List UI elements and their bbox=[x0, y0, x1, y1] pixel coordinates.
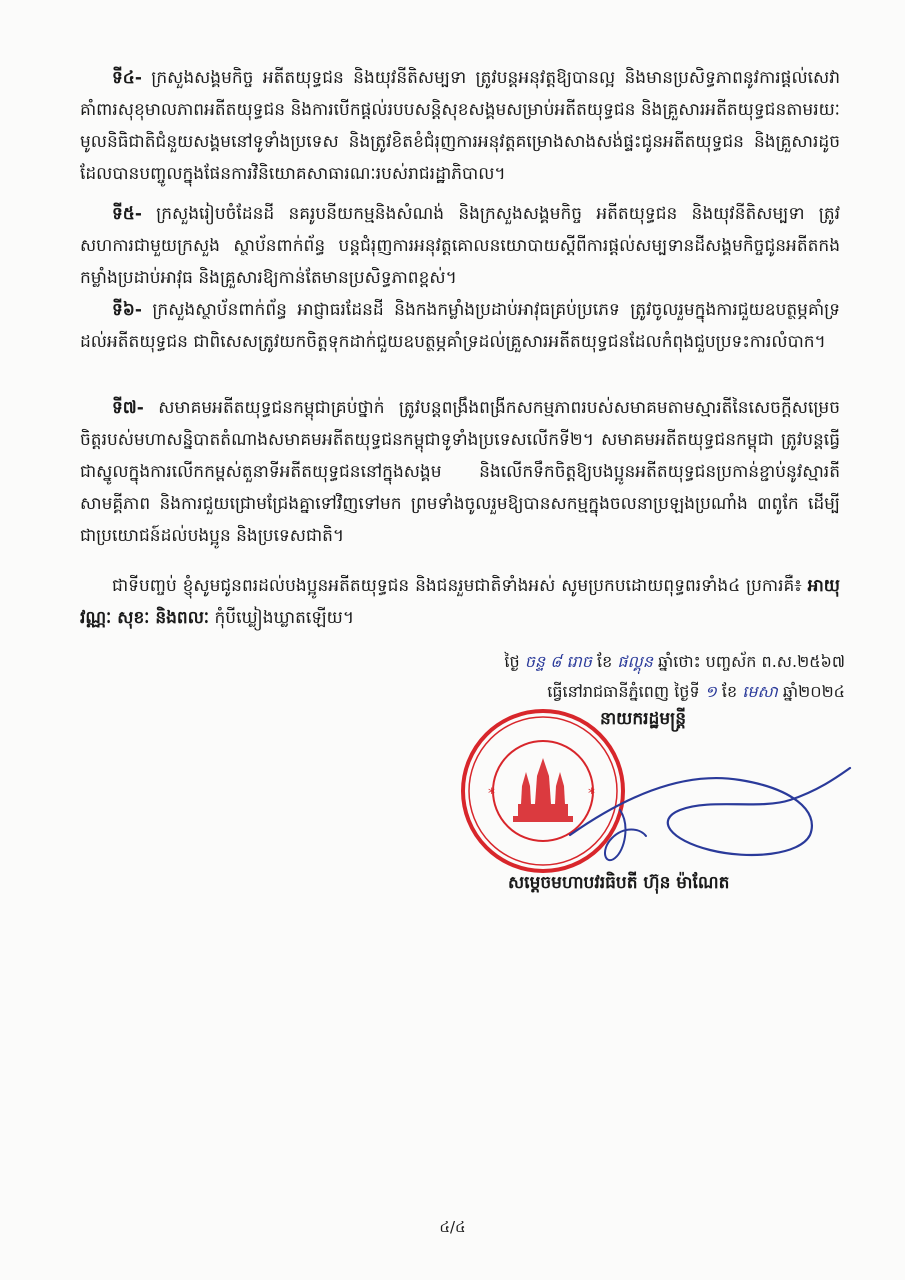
page-number: ៤/៤ bbox=[439, 1218, 466, 1236]
article-text: សមាគមអតីតយុទ្ធជនកម្ពុជាគ្រប់ថ្នាក់ ត្រូវបន្តពង្រឹងពង្រីកសកម្មភាពរបស់សមាគមតាមស្មារតីនៃសេចក្តីសម្រេចចិត្តរបស់មហាសន្និបាតតំណាងសមាគមអតីតយុទ្ធជនកម្ពុជាទូទាំងប្រទេសលើកទី២។ សមាគមអតីតយុទ្ធជនកម្ពុជា ត្រូវបន្តធ្វើជាស្នូលក្នុងការលើកកម្ពស់តួនាទីអតីតយុទ្ធជននៅក្នុងសង្គម និងលើកទឹកចិត្តឱ្យបងប្អូនអតីតយុទ្ធជនប្រកាន់ខ្ជាប់នូវស្មារតីសាមគ្គីភាព និងការជួយជ្រោមជ្រែងគ្នាទៅវិញទៅមក ព្រមទាំងចូលរួមឱ្យបានសកម្មក្នុងចលនាប្រឡងប្រណាំង ៣ពូកែ ដើម្បីជាប្រយោជន៍ដល់បងប្អូន និងប្រទេសជាតិ។ bbox=[80, 398, 840, 546]
lunar-day: ចន្ទ bbox=[524, 652, 546, 671]
paragraph-article-4 bbox=[80, 62, 840, 190]
svg-text:*: * bbox=[488, 786, 495, 802]
lunar-date-line bbox=[504, 648, 845, 676]
article-number: ទី៧- bbox=[112, 398, 144, 418]
lunar-month: ផល្គុន bbox=[617, 652, 653, 671]
article-text: ក្រសួងសង្គមកិច្ច អតីតយុទ្ធជន និងយុវនីតិសម្បទា ត្រូវបន្តអនុវត្តឱ្យបានល្អ និងមានប្រសិទ្ធភាពនូវការផ្តល់សេវាគាំពារសុខុមាលភាពអតីតយុទ្ធជន និងការបើកផ្តល់របបសន្តិសុខសង្គមសម្រាប់អតីតយុទ្ធជន និងគ្រួសារអតីតយុទ្ធជនតាមរយៈមូលនិធិជាតិជំនួយសង្គមនៅទូទាំងប្រទេស និងត្រូវខិតខំជំរុញការអនុវត្តគម្រោងសាងសង់ផ្ទះជូនអតីតយុទ្ធជន និងគ្រួសារដូចដែលបានបញ្ចូលក្នុងផែនការវិនិយោគសាធារណៈរបស់រាជរដ្ឋាភិបាល។ bbox=[80, 68, 841, 184]
signature-name: សម្តេចមហាបវរធិបតី ហ៊ុន ម៉ាណែត bbox=[508, 873, 730, 893]
article-number: ទី៦- bbox=[112, 300, 142, 320]
place-text: ធ្វើនៅរាជធានីភ្នំពេញ ថ្ងៃទី bbox=[547, 682, 700, 701]
closing-text-end: កុំបីឃ្លៀងឃ្លាតឡើយ។ bbox=[209, 608, 355, 628]
handwritten-signature-icon bbox=[560, 740, 860, 870]
lunar-prefix: ថ្ងៃ bbox=[504, 652, 520, 671]
month-label: ខែ bbox=[721, 682, 738, 701]
article-number: ទី៤- bbox=[112, 68, 142, 88]
svg-text:*: * bbox=[588, 786, 595, 802]
lunar-num: ៨ រោច bbox=[550, 652, 592, 671]
lunar-year: ឆ្នាំថោះ បញ្ចស័ក ព.ស.២៥៦៧ bbox=[658, 652, 845, 671]
closing-text: ជាទីបញ្ចប់ ខ្ញុំសូមជូនពរដល់បងប្អូនអតីតយុទ្ធជន និងជនរួមជាតិទាំងអស់ សូមប្រកបដោយពុទ្ធពរទាំង៤ ប្រការគឺ៖ bbox=[112, 576, 808, 596]
paragraph-article-6 bbox=[80, 294, 840, 358]
paragraph-article-7 bbox=[80, 392, 840, 552]
article-number: ទី៥- bbox=[112, 204, 142, 224]
paragraph-article-5 bbox=[80, 198, 840, 294]
article-text: ក្រសួងរៀបចំដែនដី នគរូបនីយកម្មនិងសំណង់ និងក្រសួងសង្គមកិច្ច អតីតយុទ្ធជន និងយុវនីតិសម្បទា ត្រូវសហការជាមួយក្រសួង ស្ថាប័នពាក់ព័ន្ធ បន្តជំរុញការអនុវត្តគោលនយោបាយស្តីពីការផ្តល់សម្បទានដីសង្គមកិច្ចជូនអតីតកងកម្លាំងប្រដាប់អាវុធ និងគ្រួសារឱ្យកាន់តែមានប្រសិទ្ធភាពខ្ពស់។ bbox=[80, 204, 841, 288]
date-day: ១ bbox=[704, 682, 717, 701]
date-year: ឆ្នាំ២០២៤ bbox=[782, 682, 845, 701]
lunar-month-label: ខែ bbox=[597, 652, 613, 671]
signature-title: នាយករដ្ឋមន្ត្រី bbox=[600, 709, 686, 729]
solar-date-line bbox=[547, 678, 845, 706]
article-text: ក្រសួងស្ថាប័នពាក់ព័ន្ធ អាជ្ញាធរដែនដី និងកងកម្លាំងប្រដាប់អាវុធគ្រប់ប្រភេទ ត្រូវចូលរួមក្នុងការជួយឧបត្ថម្ភគាំទ្រដល់អតីតយុទ្ធជន ជាពិសេសត្រូវយកចិត្តទុកដាក់ជួយឧបត្ថម្ភគាំទ្រដល់គ្រួសារអតីតយុទ្ធជនដែលកំពុងជួបប្រទះការលំបាក។ bbox=[80, 300, 840, 352]
date-month: មេសា bbox=[742, 682, 778, 701]
closing-paragraph bbox=[80, 570, 840, 634]
blessings-text: អាយុ វណ្ណៈ សុខៈ និងពលៈ bbox=[80, 576, 840, 628]
